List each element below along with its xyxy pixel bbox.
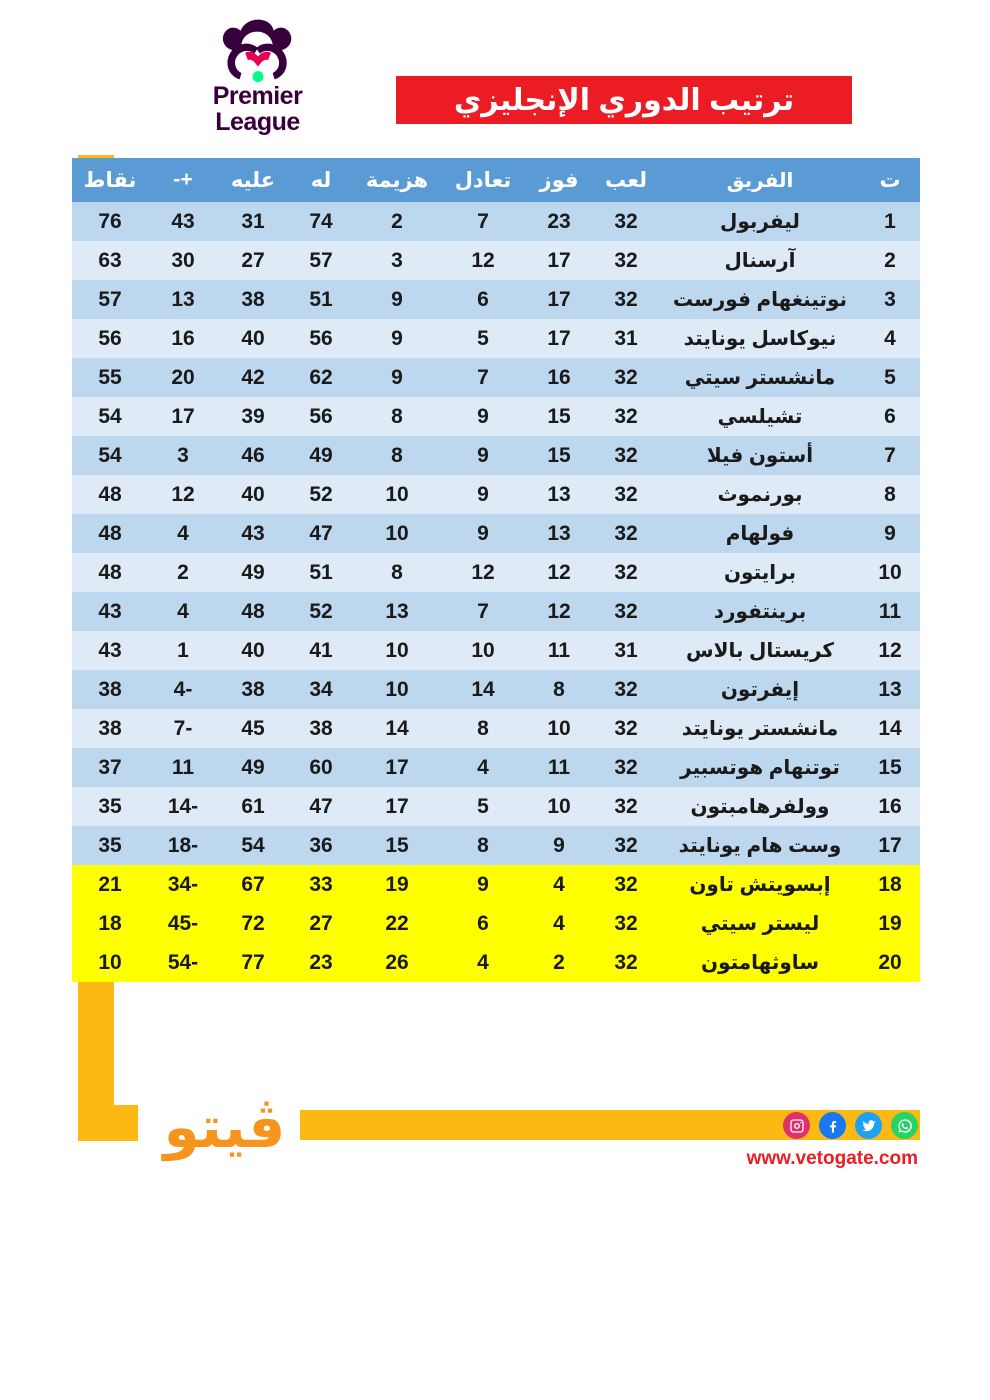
- cell-losses: 15: [354, 826, 440, 865]
- page-title: ترتيب الدوري الإنجليزي: [396, 76, 852, 124]
- cell-losses: 14: [354, 709, 440, 748]
- cell-wins: 17: [526, 241, 592, 280]
- cell-losses: 8: [354, 436, 440, 475]
- cell-goals-for: 52: [288, 592, 354, 631]
- cell-wins: 16: [526, 358, 592, 397]
- cell-position: 11: [860, 592, 920, 631]
- cell-goals-against: 72: [218, 904, 288, 943]
- cell-draws: 6: [440, 280, 526, 319]
- cell-wins: 17: [526, 280, 592, 319]
- cell-points: 54: [72, 397, 148, 436]
- cell-draws: 14: [440, 670, 526, 709]
- cell-goal-difference: 20: [148, 358, 218, 397]
- cell-played: 32: [592, 592, 660, 631]
- cell-wins: 15: [526, 436, 592, 475]
- cell-goals-for: 51: [288, 553, 354, 592]
- table-row: [72, 436, 920, 475]
- cell-team: إبسويتش تاون: [660, 865, 860, 904]
- cell-position: 15: [860, 748, 920, 787]
- cell-goal-difference: -34: [148, 865, 218, 904]
- cell-wins: 4: [526, 904, 592, 943]
- cell-team: برينتفورد: [660, 592, 860, 631]
- cell-wins: 23: [526, 202, 592, 241]
- cell-goal-difference: -14: [148, 787, 218, 826]
- cell-wins: 12: [526, 592, 592, 631]
- cell-wins: 17: [526, 319, 592, 358]
- cell-goals-against: 77: [218, 943, 288, 982]
- premier-league-logo: [175, 8, 340, 143]
- table-row: [72, 826, 920, 865]
- cell-played: 32: [592, 202, 660, 241]
- cell-losses: 17: [354, 748, 440, 787]
- cell-played: 32: [592, 709, 660, 748]
- cell-wins: 8: [526, 670, 592, 709]
- column-header-played: لعب: [592, 158, 660, 202]
- cell-played: 32: [592, 904, 660, 943]
- cell-wins: 11: [526, 748, 592, 787]
- cell-position: 2: [860, 241, 920, 280]
- cell-goal-difference: 2: [148, 553, 218, 592]
- cell-goals-for: 27: [288, 904, 354, 943]
- cell-goal-difference: 4: [148, 514, 218, 553]
- cell-draws: 12: [440, 241, 526, 280]
- table-row: [72, 943, 920, 982]
- cell-goals-for: 74: [288, 202, 354, 241]
- cell-team: برايتون: [660, 553, 860, 592]
- cell-losses: 26: [354, 943, 440, 982]
- cell-draws: 7: [440, 202, 526, 241]
- cell-points: 37: [72, 748, 148, 787]
- cell-goals-for: 47: [288, 514, 354, 553]
- cell-team: فولهام: [660, 514, 860, 553]
- cell-team: ساوثهامتون: [660, 943, 860, 982]
- cell-points: 55: [72, 358, 148, 397]
- cell-draws: 4: [440, 748, 526, 787]
- cell-points: 10: [72, 943, 148, 982]
- cell-losses: 10: [354, 514, 440, 553]
- cell-goals-for: 51: [288, 280, 354, 319]
- cell-goals-for: 56: [288, 319, 354, 358]
- cell-goals-against: 27: [218, 241, 288, 280]
- cell-position: 5: [860, 358, 920, 397]
- twitter-icon[interactable]: [855, 1112, 882, 1139]
- cell-draws: 4: [440, 943, 526, 982]
- cell-draws: 6: [440, 904, 526, 943]
- table-row: [72, 475, 920, 514]
- table-row: [72, 202, 920, 241]
- cell-goals-for: 60: [288, 748, 354, 787]
- cell-losses: 22: [354, 904, 440, 943]
- cell-goals-against: 38: [218, 280, 288, 319]
- table-row: [72, 514, 920, 553]
- cell-points: 48: [72, 553, 148, 592]
- cell-points: 76: [72, 202, 148, 241]
- cell-losses: 17: [354, 787, 440, 826]
- cell-team: أستون فيلا: [660, 436, 860, 475]
- cell-draws: 5: [440, 319, 526, 358]
- cell-position: 13: [860, 670, 920, 709]
- cell-goals-against: 43: [218, 514, 288, 553]
- cell-played: 32: [592, 865, 660, 904]
- column-header-team: الفريق: [660, 158, 860, 202]
- cell-team: نوتينغهام فورست: [660, 280, 860, 319]
- cell-losses: 3: [354, 241, 440, 280]
- cell-played: 32: [592, 358, 660, 397]
- cell-points: 38: [72, 709, 148, 748]
- column-header-draws: تعادل: [440, 158, 526, 202]
- cell-points: 43: [72, 592, 148, 631]
- table-row: [72, 904, 920, 943]
- cell-points: 35: [72, 787, 148, 826]
- cell-position: 7: [860, 436, 920, 475]
- cell-wins: 9: [526, 826, 592, 865]
- column-header-position: ت: [860, 158, 920, 202]
- cell-team: إيفرتون: [660, 670, 860, 709]
- cell-position: 12: [860, 631, 920, 670]
- cell-position: 1: [860, 202, 920, 241]
- cell-goals-against: 49: [218, 748, 288, 787]
- cell-draws: 9: [440, 436, 526, 475]
- cell-points: 54: [72, 436, 148, 475]
- cell-wins: 10: [526, 709, 592, 748]
- cell-goals-against: 40: [218, 631, 288, 670]
- cell-losses: 10: [354, 631, 440, 670]
- cell-played: 32: [592, 436, 660, 475]
- instagram-icon[interactable]: [783, 1112, 810, 1139]
- cell-goals-against: 40: [218, 475, 288, 514]
- cell-goals-for: 34: [288, 670, 354, 709]
- cell-goals-for: 56: [288, 397, 354, 436]
- cell-losses: 13: [354, 592, 440, 631]
- premier-league-wordmark: Premier League: [212, 82, 303, 136]
- cell-team: مانشستر سيتي: [660, 358, 860, 397]
- decorative-corner-bar: [78, 1105, 138, 1141]
- table-row: [72, 748, 920, 787]
- cell-team: وولفرهامبتون: [660, 787, 860, 826]
- cell-draws: 8: [440, 826, 526, 865]
- cell-points: 57: [72, 280, 148, 319]
- cell-goal-difference: -54: [148, 943, 218, 982]
- cell-played: 32: [592, 241, 660, 280]
- cell-played: 32: [592, 280, 660, 319]
- cell-draws: 8: [440, 709, 526, 748]
- cell-losses: 9: [354, 319, 440, 358]
- cell-played: 31: [592, 631, 660, 670]
- cell-goals-for: 33: [288, 865, 354, 904]
- cell-wins: 10: [526, 787, 592, 826]
- cell-points: 38: [72, 670, 148, 709]
- table-row: [72, 787, 920, 826]
- cell-losses: 2: [354, 202, 440, 241]
- cell-losses: 8: [354, 553, 440, 592]
- cell-points: 35: [72, 826, 148, 865]
- cell-goals-for: 23: [288, 943, 354, 982]
- cell-goals-against: 31: [218, 202, 288, 241]
- cell-wins: 2: [526, 943, 592, 982]
- table-header-row: [72, 158, 920, 202]
- cell-points: 56: [72, 319, 148, 358]
- table-row: [72, 553, 920, 592]
- cell-draws: 10: [440, 631, 526, 670]
- standings-table-body: [72, 202, 920, 982]
- cell-goal-difference: 1: [148, 631, 218, 670]
- column-header-goals-for: له: [288, 158, 354, 202]
- cell-goal-difference: -18: [148, 826, 218, 865]
- cell-position: 6: [860, 397, 920, 436]
- cell-team: وست هام يونايتد: [660, 826, 860, 865]
- cell-position: 10: [860, 553, 920, 592]
- table-row: [72, 709, 920, 748]
- cell-wins: 11: [526, 631, 592, 670]
- cell-goal-difference: 3: [148, 436, 218, 475]
- cell-position: 8: [860, 475, 920, 514]
- cell-draws: 12: [440, 553, 526, 592]
- cell-goal-difference: 17: [148, 397, 218, 436]
- cell-draws: 9: [440, 865, 526, 904]
- cell-goal-difference: -7: [148, 709, 218, 748]
- cell-played: 32: [592, 514, 660, 553]
- table-row: [72, 592, 920, 631]
- social-links[interactable]: [783, 1112, 918, 1139]
- table-row: [72, 670, 920, 709]
- cell-losses: 9: [354, 358, 440, 397]
- cell-draws: 7: [440, 358, 526, 397]
- cell-goals-for: 49: [288, 436, 354, 475]
- cell-points: 48: [72, 475, 148, 514]
- cell-goals-for: 62: [288, 358, 354, 397]
- table-row: [72, 280, 920, 319]
- standings-table: [72, 158, 920, 982]
- cell-goal-difference: 12: [148, 475, 218, 514]
- premier-league-crown-icon: [212, 16, 304, 84]
- cell-goals-for: 38: [288, 709, 354, 748]
- cell-draws: 9: [440, 514, 526, 553]
- cell-goal-difference: 4: [148, 592, 218, 631]
- cell-played: 32: [592, 748, 660, 787]
- cell-losses: 19: [354, 865, 440, 904]
- cell-played: 32: [592, 943, 660, 982]
- table-row: [72, 865, 920, 904]
- whatsapp-icon[interactable]: [891, 1112, 918, 1139]
- table-row: [72, 319, 920, 358]
- cell-draws: 5: [440, 787, 526, 826]
- cell-draws: 9: [440, 475, 526, 514]
- cell-goal-difference: -4: [148, 670, 218, 709]
- cell-team: تشيلسي: [660, 397, 860, 436]
- cell-goal-difference: 43: [148, 202, 218, 241]
- cell-points: 21: [72, 865, 148, 904]
- cell-losses: 8: [354, 397, 440, 436]
- vetogate-wordmark: ڤيتو: [163, 1093, 286, 1161]
- facebook-icon[interactable]: [819, 1112, 846, 1139]
- cell-wins: 15: [526, 397, 592, 436]
- cell-played: 32: [592, 826, 660, 865]
- cell-goals-for: 41: [288, 631, 354, 670]
- cell-position: 17: [860, 826, 920, 865]
- cell-team: بورنموث: [660, 475, 860, 514]
- cell-played: 32: [592, 475, 660, 514]
- table-row: [72, 631, 920, 670]
- column-header-wins: فوز: [526, 158, 592, 202]
- cell-points: 48: [72, 514, 148, 553]
- cell-team: نيوكاسل يونايتد: [660, 319, 860, 358]
- cell-losses: 10: [354, 670, 440, 709]
- cell-position: 4: [860, 319, 920, 358]
- cell-position: 18: [860, 865, 920, 904]
- cell-points: 18: [72, 904, 148, 943]
- cell-played: 32: [592, 397, 660, 436]
- column-header-points: نقاط: [72, 158, 148, 202]
- page-header: [0, 0, 990, 150]
- cell-goals-against: 42: [218, 358, 288, 397]
- cell-wins: 12: [526, 553, 592, 592]
- cell-played: 32: [592, 787, 660, 826]
- cell-goal-difference: 30: [148, 241, 218, 280]
- cell-goals-against: 61: [218, 787, 288, 826]
- cell-losses: 10: [354, 475, 440, 514]
- cell-goals-against: 49: [218, 553, 288, 592]
- cell-wins: 4: [526, 865, 592, 904]
- cell-losses: 9: [354, 280, 440, 319]
- cell-goals-for: 47: [288, 787, 354, 826]
- cell-points: 43: [72, 631, 148, 670]
- cell-team: كريستال بالاس: [660, 631, 860, 670]
- cell-goals-for: 57: [288, 241, 354, 280]
- cell-team: آرسنال: [660, 241, 860, 280]
- cell-position: 14: [860, 709, 920, 748]
- cell-position: 9: [860, 514, 920, 553]
- cell-position: 19: [860, 904, 920, 943]
- cell-goals-against: 39: [218, 397, 288, 436]
- cell-goals-against: 54: [218, 826, 288, 865]
- cell-goals-against: 67: [218, 865, 288, 904]
- cell-goals-for: 52: [288, 475, 354, 514]
- cell-played: 31: [592, 319, 660, 358]
- cell-team: ليستر سيتي: [660, 904, 860, 943]
- cell-position: 20: [860, 943, 920, 982]
- cell-team: ليفربول: [660, 202, 860, 241]
- cell-points: 63: [72, 241, 148, 280]
- column-header-goals-against: عليه: [218, 158, 288, 202]
- standings-table-container: [83, 158, 920, 982]
- cell-goals-against: 48: [218, 592, 288, 631]
- cell-goal-difference: 11: [148, 748, 218, 787]
- cell-position: 16: [860, 787, 920, 826]
- website-url[interactable]: www.vetogate.com: [746, 1148, 918, 1169]
- cell-played: 32: [592, 670, 660, 709]
- cell-goals-against: 38: [218, 670, 288, 709]
- cell-goals-against: 45: [218, 709, 288, 748]
- vetogate-logo: [152, 1093, 297, 1161]
- cell-team: مانشستر يونايتد: [660, 709, 860, 748]
- cell-played: 32: [592, 553, 660, 592]
- cell-draws: 7: [440, 592, 526, 631]
- cell-goal-difference: 16: [148, 319, 218, 358]
- column-header-losses: هزيمة: [354, 158, 440, 202]
- cell-position: 3: [860, 280, 920, 319]
- cell-goal-difference: 13: [148, 280, 218, 319]
- table-row: [72, 241, 920, 280]
- cell-team: توتنهام هوتسبير: [660, 748, 860, 787]
- cell-goals-for: 36: [288, 826, 354, 865]
- cell-goals-against: 46: [218, 436, 288, 475]
- cell-goals-against: 40: [218, 319, 288, 358]
- table-row: [72, 397, 920, 436]
- cell-wins: 13: [526, 475, 592, 514]
- column-header-goal-difference: +-: [148, 158, 218, 202]
- cell-goal-difference: -45: [148, 904, 218, 943]
- cell-draws: 9: [440, 397, 526, 436]
- cell-wins: 13: [526, 514, 592, 553]
- table-row: [72, 358, 920, 397]
